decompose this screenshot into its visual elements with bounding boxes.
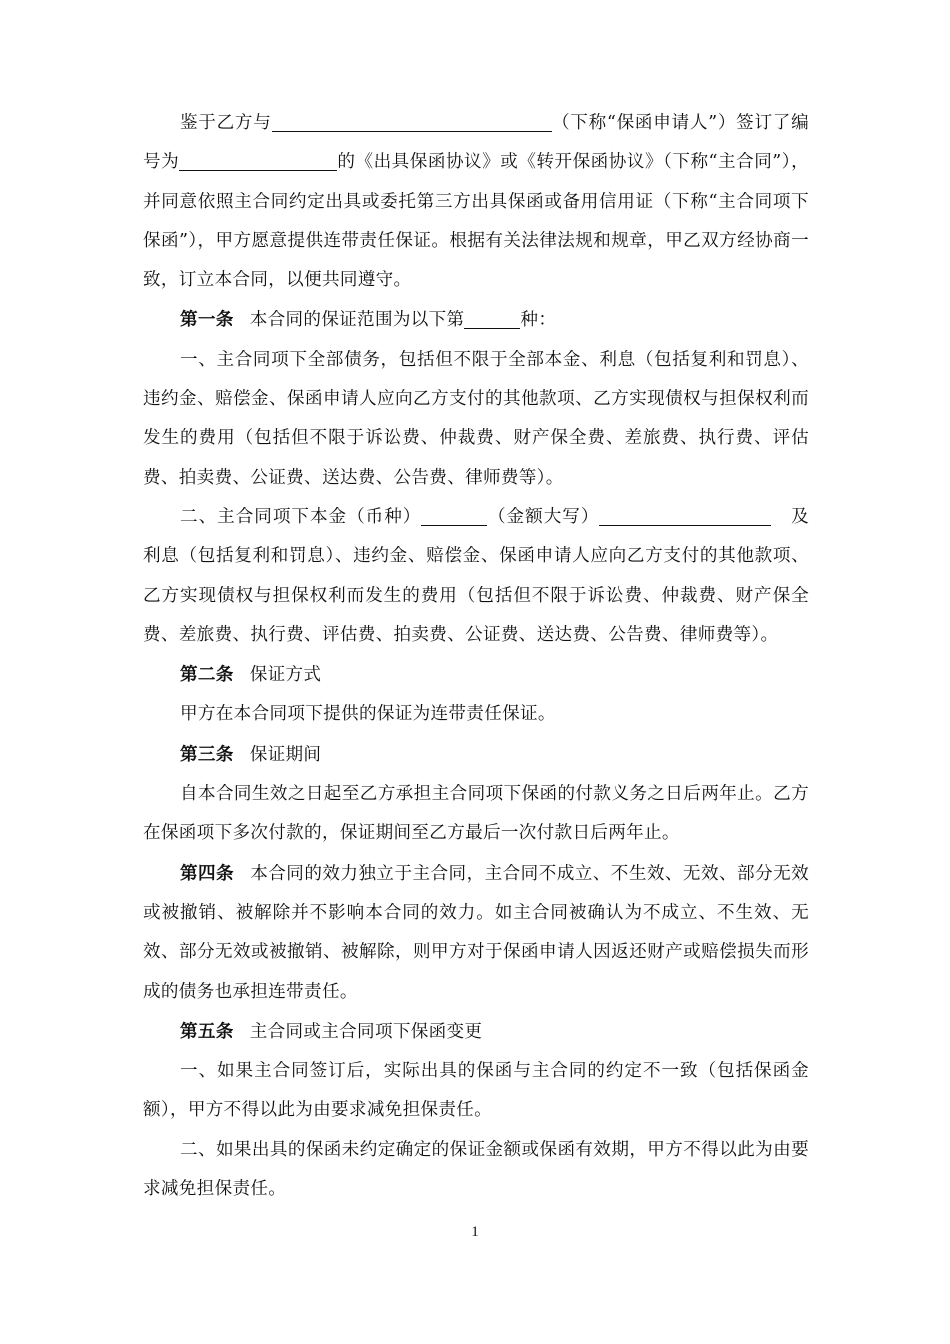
article-1-item-2-text-2: （金额大写） xyxy=(487,506,600,527)
article-4-paragraph xyxy=(143,854,809,1012)
article-5-item-1: 一、如果主合同签订后，实际出具的保函与主合同的约定不一致（包括保函金额），甲方不得以此为由要求减免担保责任。 xyxy=(143,1061,809,1121)
article-5-heading xyxy=(143,1012,809,1052)
applicant-name-blank[interactable] xyxy=(272,109,552,132)
preamble-text-3: 的《出具保函协议》或《转开保函协议》（下称“主合同”），并同意依照主合同约定出具或委托第三方出具保函或备用信用证（下称“主合同项下保函”），甲方愿意提供连带责任保证。根据有关法律法规和规章，甲乙双方经协商一致，订立本合同，以便共同遵守。 xyxy=(143,152,809,291)
scope-option-blank[interactable] xyxy=(464,306,520,329)
article-1-text-1: 本合同的保证范围为以下第 xyxy=(249,310,465,331)
article-1-item-1: 一、主合同项下全部债务，包括但不限于全部本金、利息（包括复利和罚息）、违约金、赔偿金、保函申请人应向乙方支付的其他款项、乙方实现债权与担保权利而发生的费用（包括但不限于诉讼费、仲裁费、财产保全费、差旅费、执行费、评估费、拍卖费、公证费、送达费、公告费、律师费等）。 xyxy=(143,349,809,488)
article-5-item-2: 二、如果出具的保函未约定确定的保证金额或保函有效期，甲方不得以此为由要求减免担保责任。 xyxy=(143,1139,809,1200)
currency-blank[interactable] xyxy=(421,503,487,526)
article-4-body: 本合同的效力独立于主合同，主合同不成立、不生效、无效、部分无效或被撤销、被解除并不影响本合同的效力。如主合同被确认为不成立、不生效、无效、部分无效或被撤销、被解除，则甲方对于保函申请人因返还财产或赔偿损失而形成的债务也承担连带责任。 xyxy=(143,863,809,1002)
contract-page xyxy=(143,104,809,1209)
article-2-label: 第二条 xyxy=(180,664,234,686)
article-3-label: 第三条 xyxy=(180,743,234,765)
article-4-label: 第四条 xyxy=(180,862,235,884)
article-2-heading xyxy=(143,655,809,695)
preamble-text-2: （下称“保函申请人”）签订了编号为 xyxy=(143,113,809,173)
article-3-body: 自本合同生效之日起至乙方承担主合同项下保函的付款义务之日后两年止。乙方在保函项下多次付款的，保证期间至乙方最后一次付款日后两年止。 xyxy=(143,784,809,844)
article-1-item-2-text-1: 二、主合同项下本金（币种） xyxy=(180,506,422,527)
article-1-text-2: 种： xyxy=(520,310,557,331)
article-1-item-2-text-3: 及利息（包括复利和罚息）、违约金、赔偿金、保函申请人应向乙方支付的其他款项、乙方实现债权与担保权利而发生的费用（包括但不限于诉讼费、仲裁费、财产保全费、差旅费、执行费、评估费、拍卖费、公证费、送达费、公告费、律师费等）。 xyxy=(143,506,809,645)
article-1-label: 第一条 xyxy=(180,309,234,331)
page-number: 1 xyxy=(471,1224,479,1240)
amount-in-words-blank[interactable] xyxy=(599,503,771,526)
article-3-title: 保证期间 xyxy=(249,744,322,765)
article-2-title: 保证方式 xyxy=(249,665,322,686)
contract-number-blank[interactable] xyxy=(179,148,337,171)
article-2-body: 甲方在本合同项下提供的保证为连带责任保证。 xyxy=(180,704,556,725)
article-5-title: 主合同或主合同项下保函变更 xyxy=(249,1021,483,1042)
preamble-text-1: 鉴于乙方与 xyxy=(180,113,272,133)
article-5-label: 第五条 xyxy=(180,1020,234,1042)
article-1-heading xyxy=(143,300,809,340)
article-3-heading xyxy=(143,735,809,775)
preamble-paragraph xyxy=(143,104,809,300)
article-1-item-2 xyxy=(143,498,809,655)
